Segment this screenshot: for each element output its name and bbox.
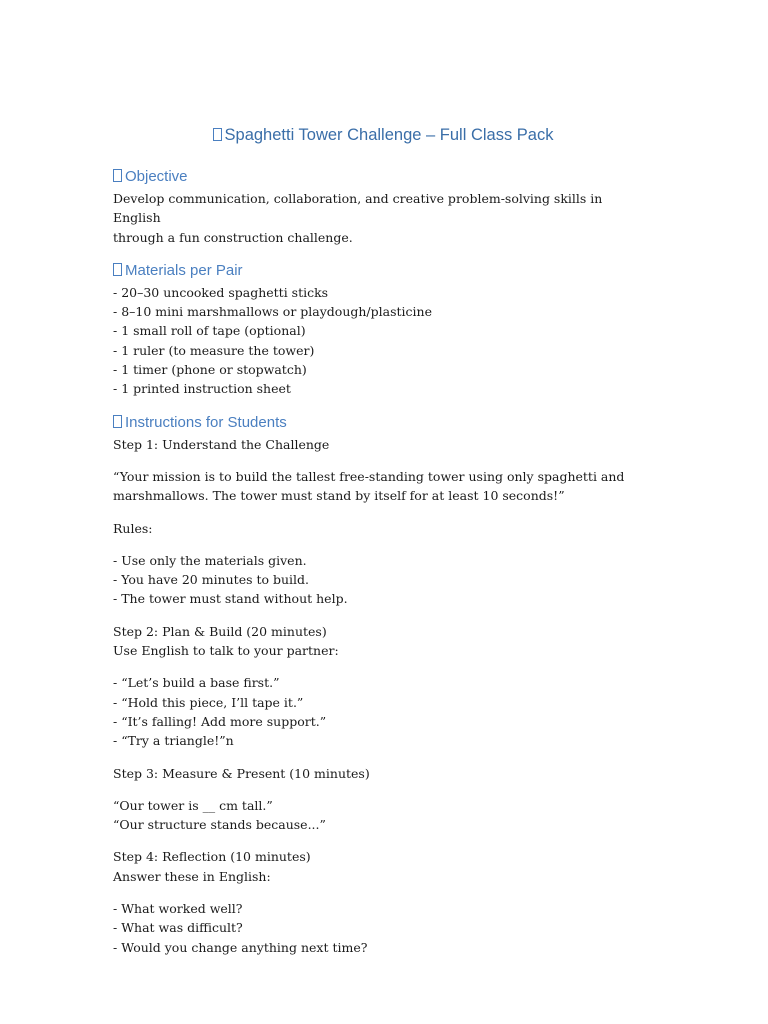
phrase-item: - “Let’s build a base first.” (113, 675, 280, 691)
materials-heading: Materials per Pair (113, 260, 653, 282)
objective-heading: Objective (113, 166, 653, 188)
phrase-item: - “It’s falling! Add more support.” (113, 713, 327, 729)
rule-item: - Use only the materials given. (113, 552, 307, 568)
step2-title: Step 2: Plan & Build (20 minutes) (113, 623, 327, 639)
materials-list (113, 283, 653, 399)
materials-item: - 8–10 mini marshmallows or playdough/plasticine (113, 304, 432, 320)
rules-list (113, 551, 653, 609)
mission-line: “Your mission is to build the tallest free-standing tower using only spaghetti and (113, 468, 625, 484)
document-page (113, 122, 653, 957)
present-line: “Our tower is __ cm tall.” (113, 797, 273, 813)
missing-glyph-icon (113, 263, 122, 276)
step4-block (113, 847, 653, 886)
instructions-heading: Instructions for Students (113, 412, 653, 434)
step4-title: Step 4: Reflection (10 minutes) (113, 849, 311, 865)
materials-item: - 1 timer (phone or stopwatch) (113, 362, 307, 378)
step2-block (113, 622, 653, 661)
objective-line: Develop communication, collaboration, and creative problem-solving skills in English (113, 191, 607, 226)
missing-glyph-icon (113, 415, 122, 428)
missing-glyph-icon (113, 169, 122, 182)
rule-item: - The tower must stand without help. (113, 591, 348, 607)
phrases-list (113, 673, 653, 750)
missing-glyph-icon (213, 128, 222, 141)
step4-intro: Answer these in English: (113, 868, 271, 884)
question-item: - Would you change anything next time? (113, 939, 368, 955)
materials-item: - 1 small roll of tape (optional) (113, 323, 306, 339)
materials-item: - 20–30 uncooked spaghetti sticks (113, 284, 329, 300)
phrase-item: - “Hold this piece, I’ll tape it.” (113, 694, 304, 710)
mission-line: marshmallows. The tower must stand by itself for at least 10 seconds!” (113, 488, 565, 504)
step2-intro: Use English to talk to your partner: (113, 643, 339, 659)
question-item: - What was difficult? (113, 920, 243, 936)
question-item: - What worked well? (113, 901, 243, 917)
rules-label: Rules: (113, 520, 153, 536)
rule-item: - You have 20 minutes to build. (113, 572, 310, 588)
phrase-item: - “Try a triangle!”n (113, 733, 234, 749)
questions-list (113, 899, 653, 957)
document-title: Spaghetti Tower Challenge – Full Class Pack (113, 122, 653, 148)
step1-title: Step 1: Understand the Challenge (113, 436, 330, 452)
present-line: “Our structure stands because...” (113, 817, 326, 833)
materials-item: - 1 ruler (to measure the tower) (113, 342, 315, 358)
mission-quote (113, 467, 653, 506)
objective-text (113, 189, 653, 247)
present-phrases (113, 796, 653, 835)
step3-title: Step 3: Measure & Present (10 minutes) (113, 765, 370, 781)
objective-line: through a fun construction challenge. (113, 229, 353, 245)
materials-item: - 1 printed instruction sheet (113, 381, 291, 397)
